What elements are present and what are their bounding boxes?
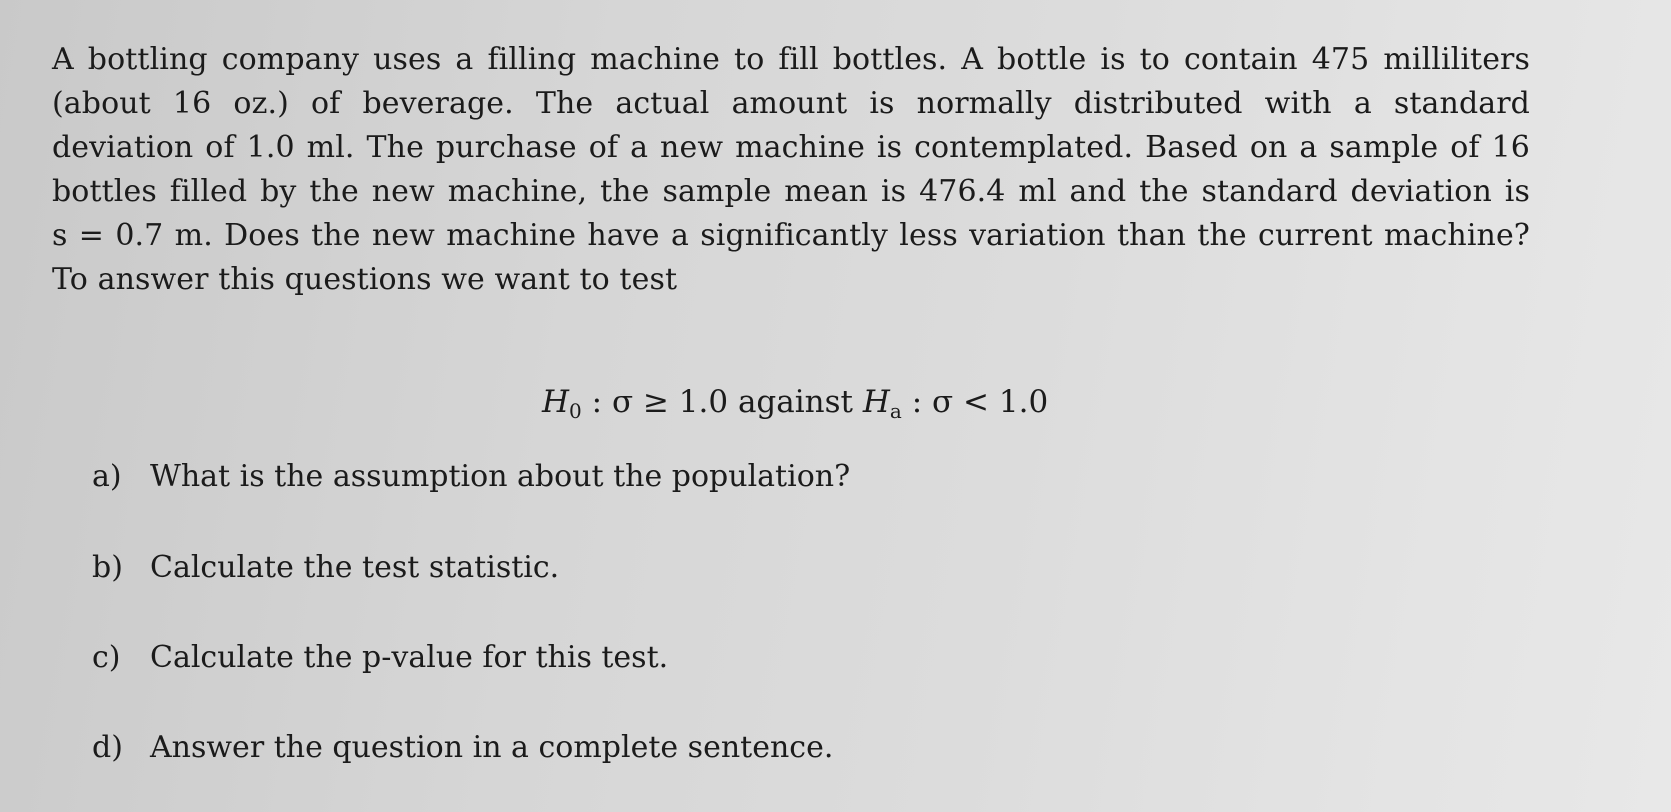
problem-line: A bottling company uses a filling machine to fill bottles. A bottle is to contain 475 milliliters bbox=[52, 42, 1530, 77]
problem-line: To answer this questions we want to test bbox=[52, 262, 678, 297]
question-text: Answer the question in a complete sentence. bbox=[150, 730, 834, 765]
question-letter: d) bbox=[92, 730, 123, 765]
problem-line: s = 0.7 m. Does the new machine have a significantly less variation than the current machine? bbox=[52, 218, 1530, 253]
question-text: Calculate the test statistic. bbox=[150, 550, 560, 585]
question-letter: c) bbox=[92, 640, 121, 675]
null-hypothesis-subscript: 0 bbox=[569, 399, 582, 423]
null-hypothesis-symbol: H bbox=[542, 384, 570, 420]
alt-hypothesis-condition: : σ < 1.0 bbox=[911, 384, 1049, 420]
alt-hypothesis-subscript: a bbox=[889, 399, 902, 423]
question-text: What is the assumption about the population? bbox=[150, 459, 851, 494]
hypothesis-connector: against bbox=[737, 384, 854, 420]
null-hypothesis-condition: : σ ≥ 1.0 bbox=[591, 384, 729, 420]
question-letter: a) bbox=[92, 459, 122, 494]
problem-line: (about 16 oz.) of beverage. The actual amount is normally distributed with a standard bbox=[52, 86, 1530, 121]
question-item bbox=[92, 455, 850, 499]
problem-statement bbox=[52, 38, 1530, 302]
alt-hypothesis-symbol: H bbox=[862, 384, 890, 420]
question-item bbox=[92, 636, 668, 680]
problem-line: deviation of 1.0 ml. The purchase of a new machine is contemplated. Based on a sample of 16 bbox=[52, 130, 1530, 165]
problem-line: bottles filled by the new machine, the sample mean is 476.4 ml and the standard deviation is bbox=[52, 174, 1530, 209]
question-text: Calculate the p-value for this test. bbox=[150, 640, 669, 675]
hypothesis-statement bbox=[542, 380, 1048, 424]
question-item bbox=[92, 546, 559, 590]
question-letter: b) bbox=[92, 550, 123, 585]
question-item bbox=[92, 726, 833, 770]
